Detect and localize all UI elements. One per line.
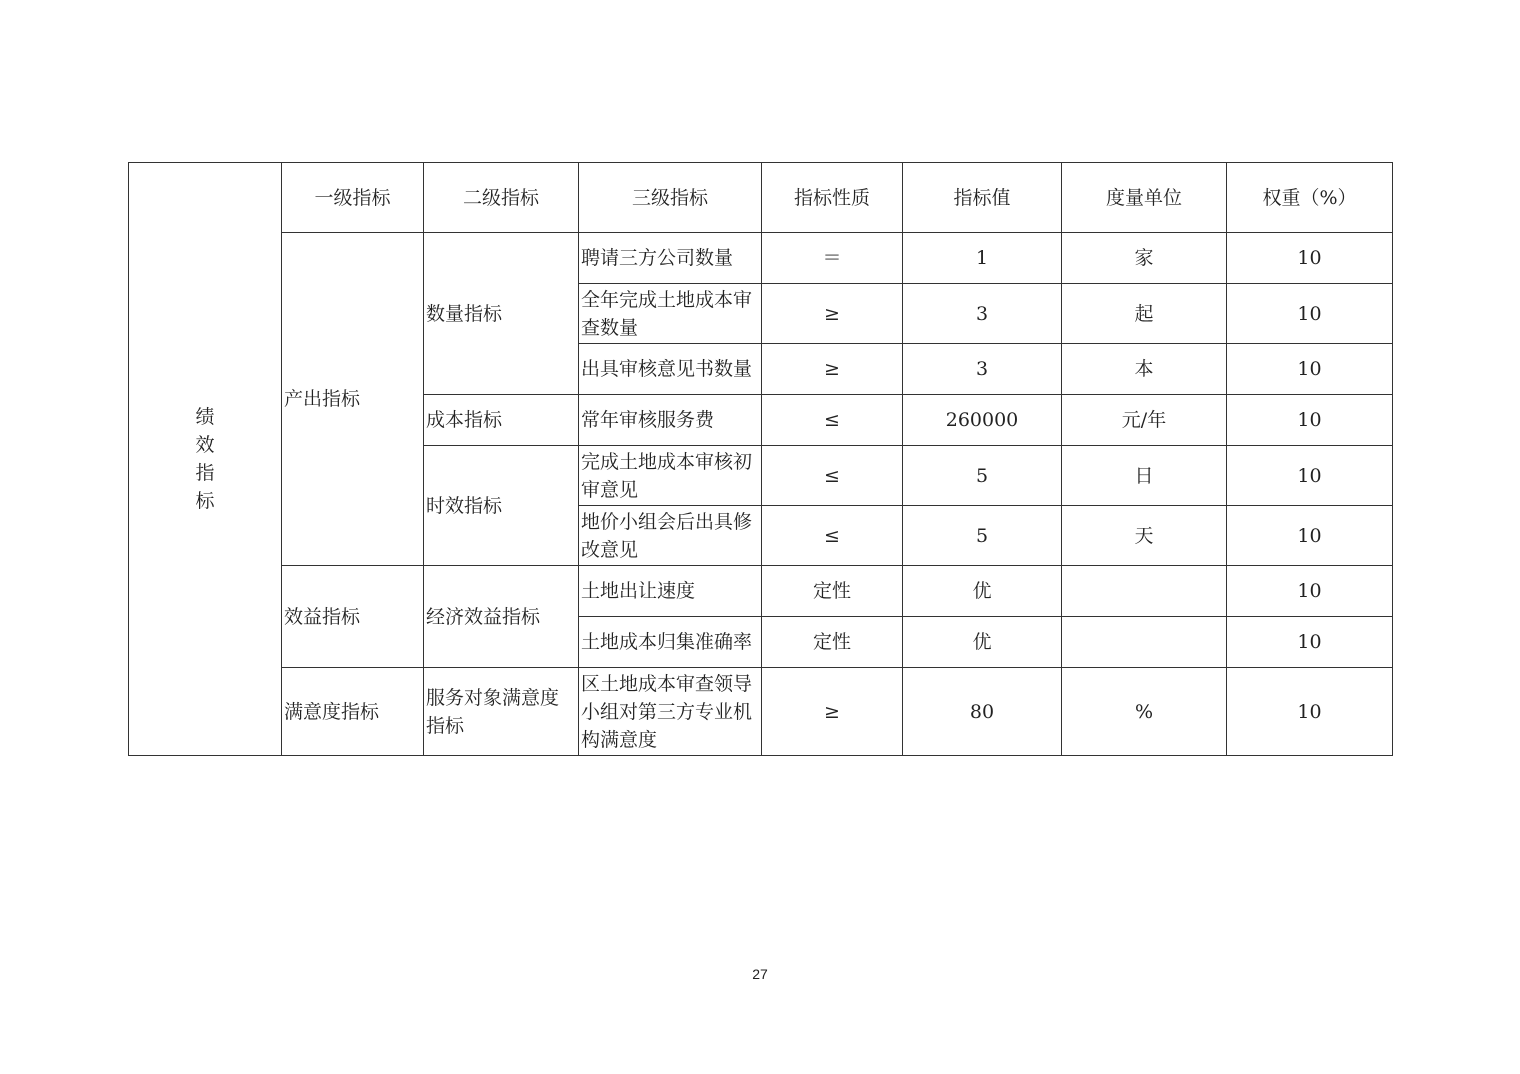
weight-cell: 10 xyxy=(1227,566,1393,617)
weight-cell: 10 xyxy=(1227,284,1393,344)
unit-cell: 本 xyxy=(1062,344,1227,395)
table-row xyxy=(129,668,1393,756)
header-level2: 二级指标 xyxy=(424,163,579,233)
header-unit: 度量单位 xyxy=(1062,163,1227,233)
weight-cell: 10 xyxy=(1227,506,1393,566)
indicator-cell: 聘请三方公司数量 xyxy=(579,233,762,284)
nature-cell: ≤ xyxy=(762,446,903,506)
indicator-cell: 全年完成土地成本审查数量 xyxy=(579,284,762,344)
weight-cell: 10 xyxy=(1227,446,1393,506)
indicator-cell: 土地出让速度 xyxy=(579,566,762,617)
nature-cell: ≥ xyxy=(762,284,903,344)
header-level1: 一级指标 xyxy=(282,163,424,233)
table-row xyxy=(129,233,1393,284)
subgroup-economic: 经济效益指标 xyxy=(424,566,579,668)
performance-indicator-label xyxy=(129,163,282,756)
value-cell: 1 xyxy=(903,233,1062,284)
value-cell: 优 xyxy=(903,566,1062,617)
side-label-char: 效 xyxy=(195,434,215,456)
value-cell: 优 xyxy=(903,617,1062,668)
indicator-cell: 出具审核意见书数量 xyxy=(579,344,762,395)
performance-indicator-table xyxy=(128,162,1393,756)
nature-cell: ≥ xyxy=(762,668,903,756)
nature-cell: 定性 xyxy=(762,617,903,668)
value-cell: 80 xyxy=(903,668,1062,756)
unit-cell xyxy=(1062,566,1227,617)
unit-cell: 元/年 xyxy=(1062,395,1227,446)
page-number: 27 xyxy=(752,966,768,982)
nature-cell: 定性 xyxy=(762,566,903,617)
unit-cell: % xyxy=(1062,668,1227,756)
header-level3: 三级指标 xyxy=(579,163,762,233)
weight-cell: 10 xyxy=(1227,344,1393,395)
side-label-char: 标 xyxy=(195,490,215,512)
value-cell: 3 xyxy=(903,344,1062,395)
value-cell: 5 xyxy=(903,446,1062,506)
nature-cell: ≥ xyxy=(762,344,903,395)
indicator-cell: 完成土地成本审核初审意见 xyxy=(579,446,762,506)
indicator-cell: 区土地成本审查领导小组对第三方专业机构满意度 xyxy=(579,668,762,756)
weight-cell: 10 xyxy=(1227,617,1393,668)
value-cell: 5 xyxy=(903,506,1062,566)
subgroup-timeliness: 时效指标 xyxy=(424,446,579,566)
indicator-cell: 地价小组会后出具修改意见 xyxy=(579,506,762,566)
header-value: 指标值 xyxy=(903,163,1062,233)
weight-cell: 10 xyxy=(1227,233,1393,284)
unit-cell: 起 xyxy=(1062,284,1227,344)
unit-cell: 日 xyxy=(1062,446,1227,506)
indicator-cell: 常年审核服务费 xyxy=(579,395,762,446)
nature-cell: ＝ xyxy=(762,233,903,284)
header-row xyxy=(129,163,1393,233)
subgroup-quantity: 数量指标 xyxy=(424,233,579,395)
indicator-cell: 土地成本归集准确率 xyxy=(579,617,762,668)
group-benefit: 效益指标 xyxy=(282,566,424,668)
value-cell: 260000 xyxy=(903,395,1062,446)
unit-cell xyxy=(1062,617,1227,668)
group-satisfaction: 满意度指标 xyxy=(282,668,424,756)
table-row xyxy=(129,566,1393,617)
unit-cell: 天 xyxy=(1062,506,1227,566)
side-label-char: 绩 xyxy=(195,406,215,428)
value-cell: 3 xyxy=(903,284,1062,344)
subgroup-service-satisfaction: 服务对象满意度指标 xyxy=(424,668,579,756)
unit-cell: 家 xyxy=(1062,233,1227,284)
weight-cell: 10 xyxy=(1227,395,1393,446)
group-output: 产出指标 xyxy=(282,233,424,566)
nature-cell: ≤ xyxy=(762,506,903,566)
header-weight: 权重（%） xyxy=(1227,163,1393,233)
side-label-char: 指 xyxy=(195,462,215,484)
subgroup-cost: 成本指标 xyxy=(424,395,579,446)
header-nature: 指标性质 xyxy=(762,163,903,233)
weight-cell: 10 xyxy=(1227,668,1393,756)
nature-cell: ≤ xyxy=(762,395,903,446)
